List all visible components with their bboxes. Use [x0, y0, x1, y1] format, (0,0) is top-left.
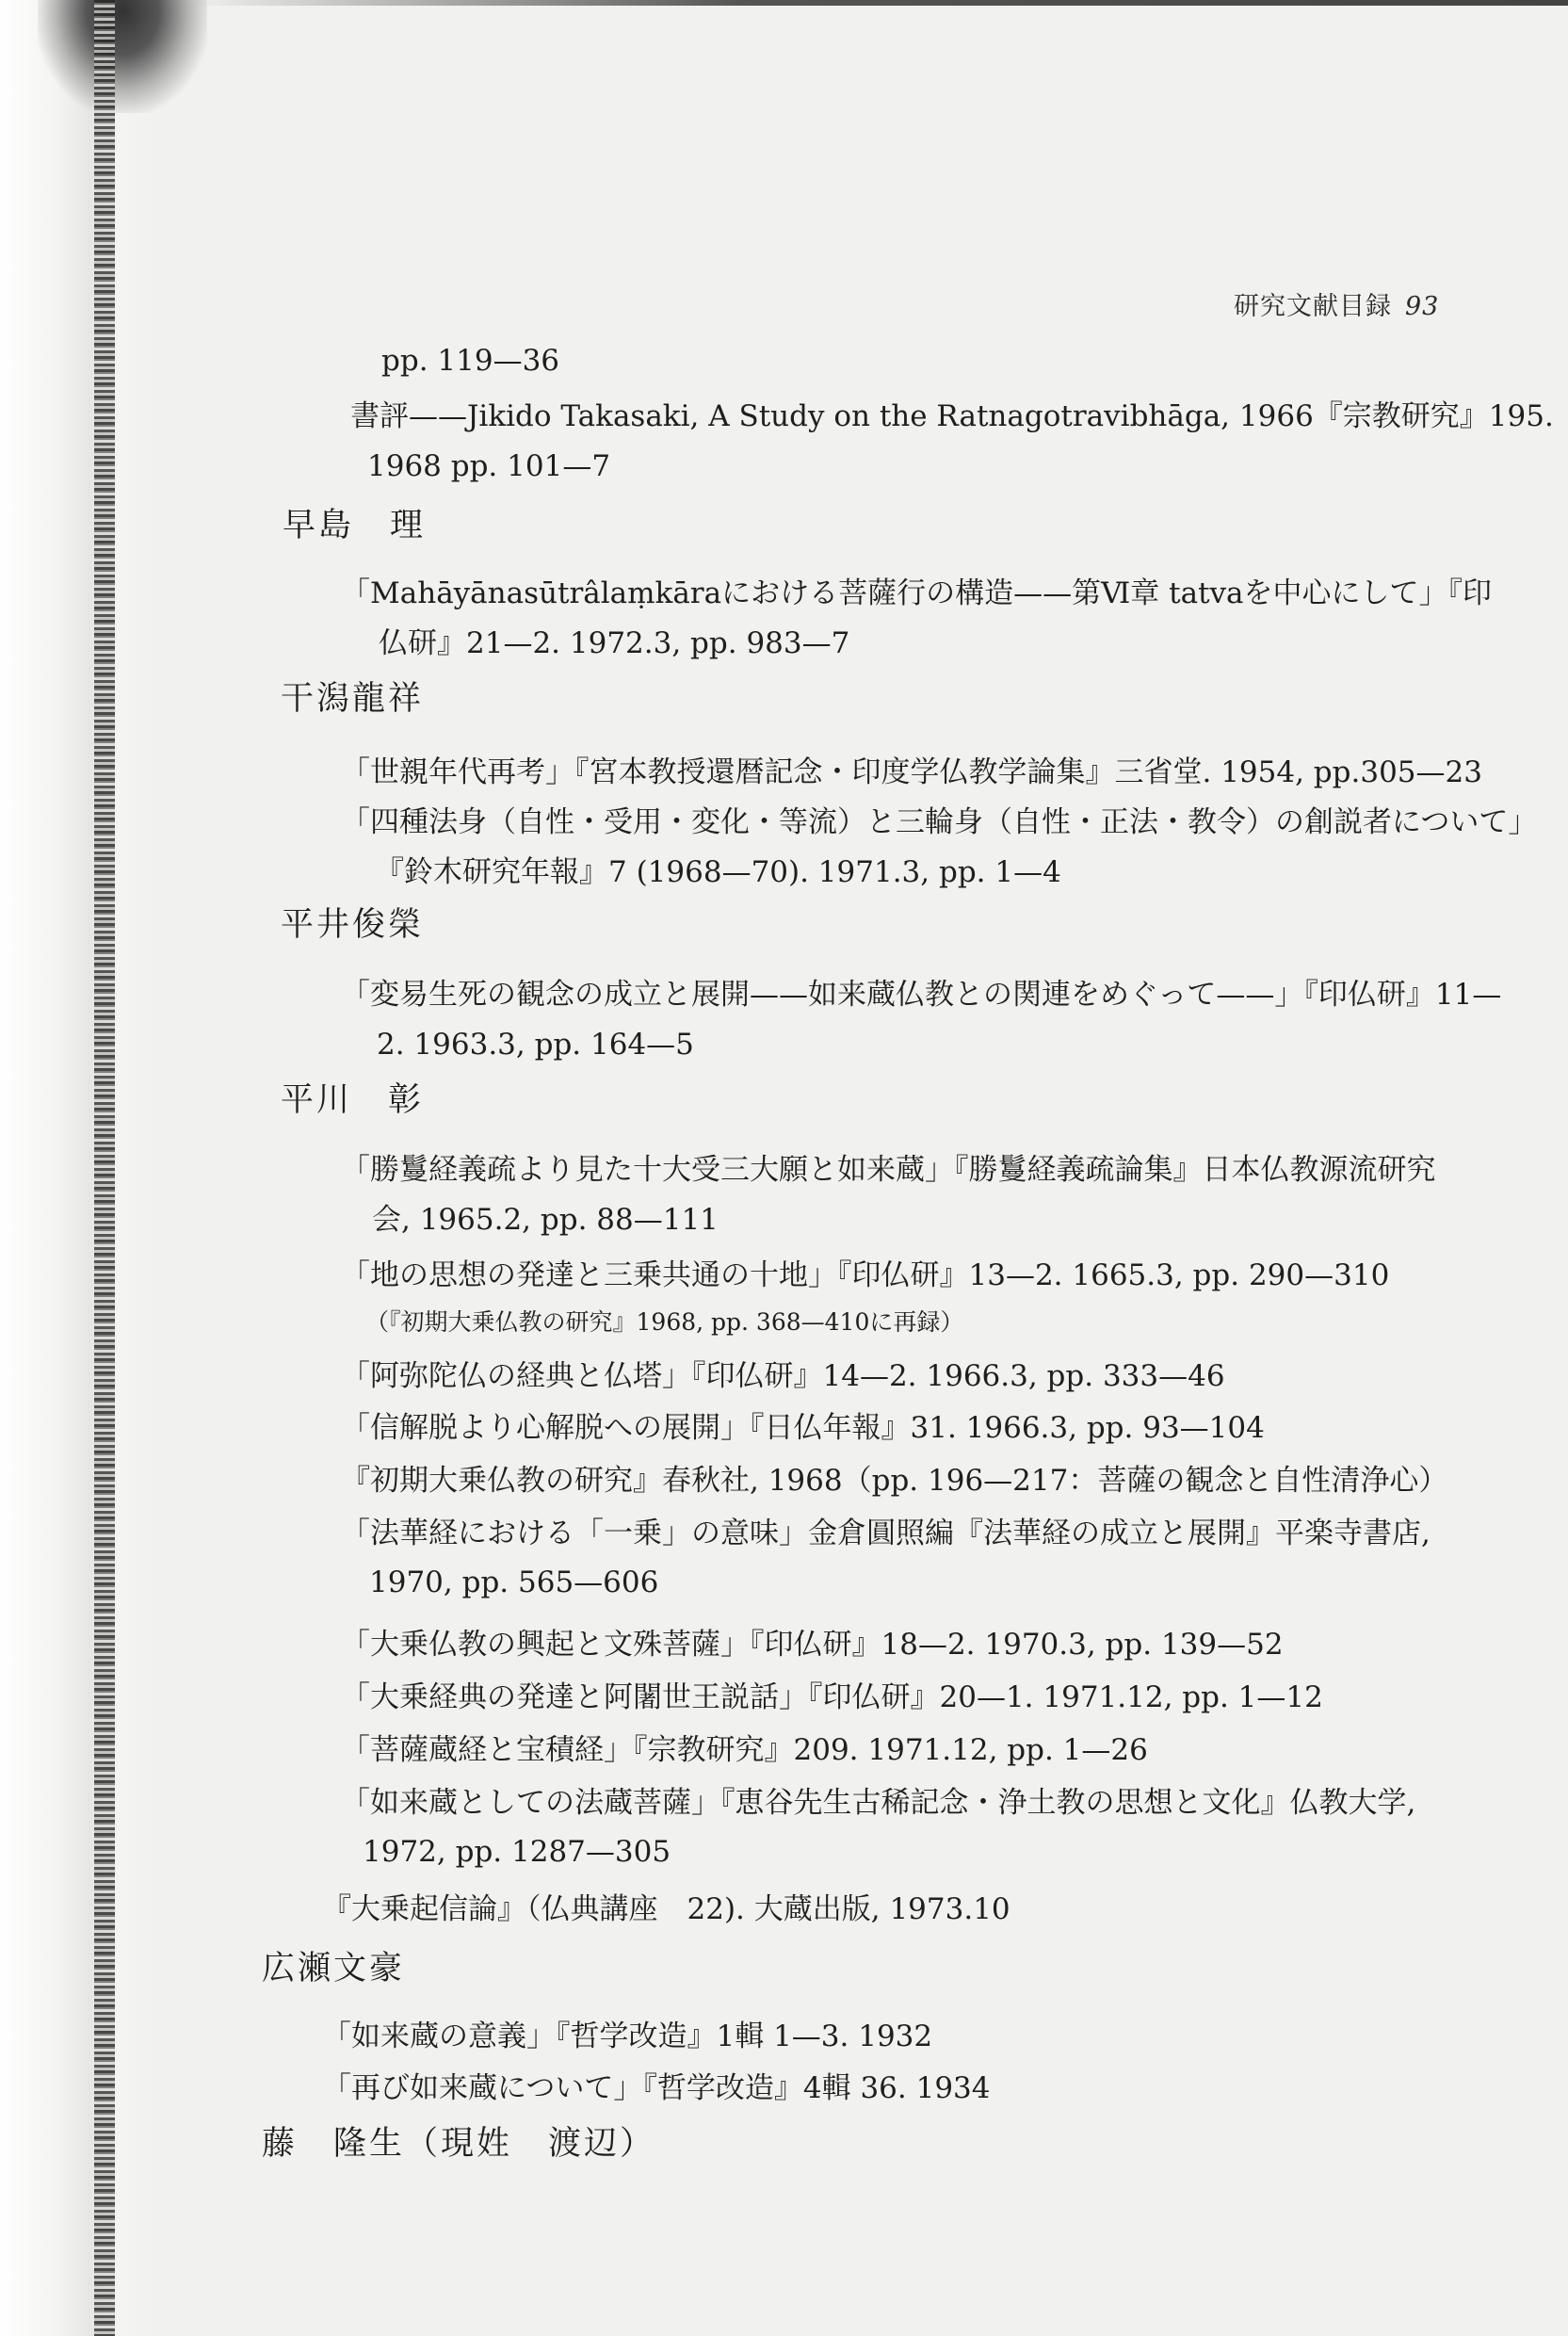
running-head-title: 研究文献目録: [1234, 292, 1392, 321]
entry: 「大乗経典の発達と阿闍世王説話」『印仏研』20—1. 1971.12, pp. 1—12: [341, 1680, 1323, 1714]
entry: 『大乗起信論』（仏典講座 22). 大蔵出版, 1973.10: [322, 1892, 1010, 1926]
page-top-edge: [188, 0, 1568, 6]
running-head: [1234, 285, 1439, 322]
entry: 「菩薩蔵経と宝積経」『宗教研究』209. 1971.12, pp. 1—26: [341, 1733, 1148, 1767]
entry: 『初期大乗仏教の研究』春秋社, 1968（pp. 196—217：菩薩の観念と自性清浄心）: [341, 1464, 1448, 1498]
entry: 「阿弥陀仏の経典と仏塔」『印仏研』14—2. 1966.3, pp. 333—46: [341, 1359, 1225, 1393]
entry: 「大乗仏教の興起と文殊菩薩」『印仏研』18—2. 1970.3, pp. 139—52: [341, 1628, 1284, 1662]
book-binding-shadow: [0, 0, 160, 2336]
entry: 「勝鬘経義疏より見た十大受三大願と如来蔵」『勝鬘経義疏論集』日本仏教源流研究: [341, 1153, 1436, 1187]
entry: 「再び如来蔵について」『哲学改造』4輯 36. 1934: [322, 2071, 991, 2105]
entry: 「地の思想の発達と三乗共通の十地」『印仏研』13—2. 1665.3, pp. 290—310: [341, 1258, 1390, 1292]
entry-cont: 1968 pp. 101—7: [367, 449, 611, 483]
author-heading: 平川 彰: [281, 1081, 425, 1119]
entry: 書評——Jikido Takasaki, A Study on the Ratnagotravibhāga, 1966『宗教研究』195.: [350, 399, 1554, 433]
binding-edge: [94, 0, 115, 2336]
entry-cont: 『鈴木研究年報』7 (1968—70). 1971.3, pp. 1—4: [375, 855, 1061, 889]
binding-ink-blot: [38, 0, 207, 113]
entry: 「如来蔵としての法蔵菩薩」『恵谷先生古稀記念・浄土教の思想と文化』仏教大学,: [341, 1786, 1416, 1820]
entry-cont: 会, 1965.2, pp. 88—111: [372, 1203, 719, 1237]
author-heading: 藤 隆生（現姓 渡辺）: [262, 2125, 656, 2163]
author-heading: 広瀬文豪: [262, 1950, 406, 1987]
entry-cont: 2. 1963.3, pp. 164—5: [377, 1028, 694, 1062]
author-heading: 早島 理: [283, 507, 427, 544]
entry: 「如来蔵の意義」『哲学改造』1輯 1—3. 1932: [322, 2020, 933, 2053]
page-number: 93: [1405, 292, 1440, 321]
entry: 「世親年代再考」『宮本教授還暦記念・印度学仏教学論集』三省堂. 1954, pp.305—23: [341, 755, 1482, 789]
entry: 「法華経における「一乗」の意味」金倉圓照編『法華経の成立と展開』平楽寺書店,: [341, 1517, 1431, 1550]
entry-cont: pp. 119—36: [381, 344, 560, 378]
entry-note: （『初期大乗仏教の研究』1968, pp. 368—410に再録）: [365, 1308, 964, 1336]
author-heading: 平井俊榮: [281, 906, 425, 944]
entry-cont: 仏研』21—2. 1972.3, pp. 983—7: [379, 626, 850, 660]
entry: 「信解脱より心解脱への展開」『日仏年報』31. 1966.3, pp. 93—104: [341, 1411, 1265, 1445]
entry: 「変易生死の観念の成立と展開——如来蔵仏教との関連をめぐって——」『印仏研』11—: [341, 978, 1502, 1012]
entry-cont: 1972, pp. 1287—305: [363, 1835, 671, 1869]
entry: 「四種法身（自性・受用・変化・等流）と三輪身（自性・正法・教令）の創説者について」: [341, 805, 1538, 839]
entry: 「Mahāyānasūtrâlaṃkāraにおける菩薩行の構造——第Ⅵ章 tatvaを中心にして」『印: [341, 576, 1493, 610]
author-heading: 干潟龍祥: [281, 680, 425, 718]
entry-cont: 1970, pp. 565—606: [369, 1565, 659, 1599]
